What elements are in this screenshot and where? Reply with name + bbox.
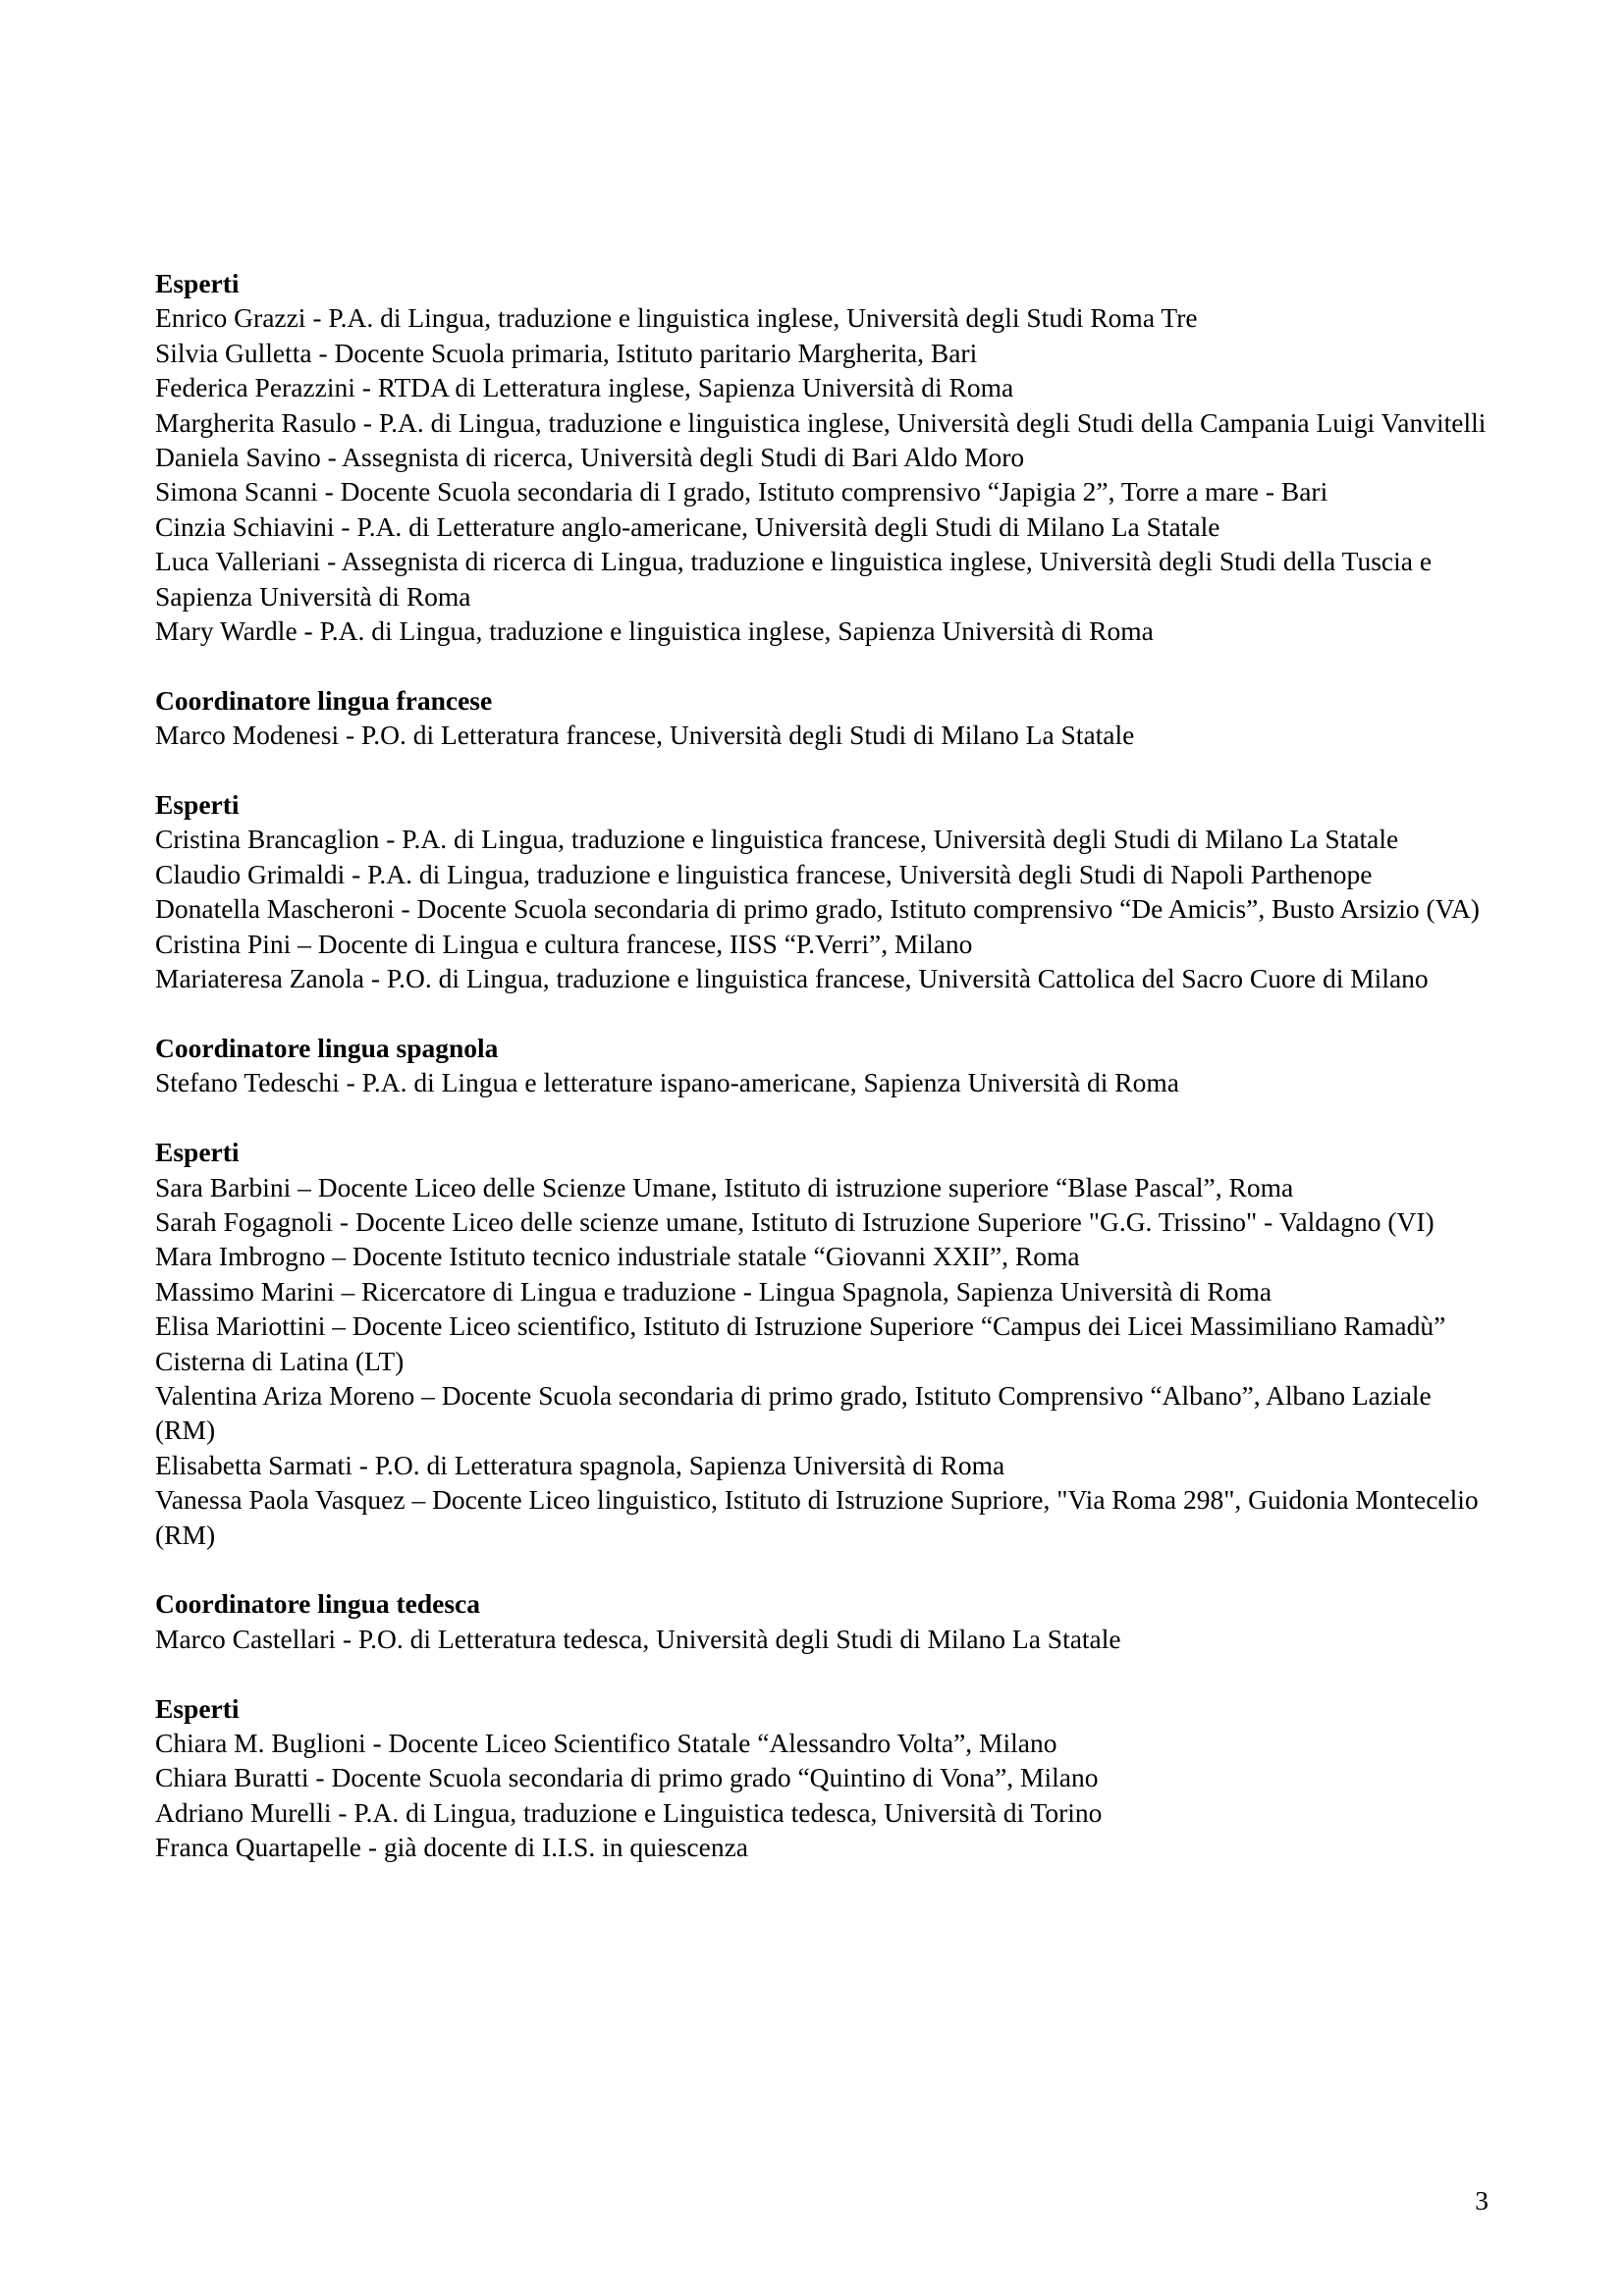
list-item: Franca Quartapelle - già docente di I.I.S. in quiescenza bbox=[155, 1832, 748, 1863]
list-item: Mara Imbrogno – Docente Istituto tecnico industriale statale “Giovanni XXII”, Roma bbox=[155, 1241, 1080, 1272]
list-item: Silvia Gulletta - Docente Scuola primaria, Istituto paritario Margherita, Bari bbox=[155, 337, 978, 368]
list-item: Marco Modenesi - P.O. di Letteratura francese, Università degli Studi di Milano La Statale bbox=[155, 720, 1135, 751]
list-item: Elisabetta Sarmati - P.O. di Letteratura spagnola, Sapienza Università di Roma bbox=[155, 1449, 1005, 1480]
list-item: Chiara M. Buglioni - Docente Liceo Scientifico Statale “Alessandro Volta”, Milano bbox=[155, 1727, 1057, 1758]
section-heading: Coordinatore lingua spagnola bbox=[155, 1032, 499, 1063]
list-item: Donatella Mascheroni - Docente Scuola secondaria di primo grado, Istituto comprensivo “De Amicis”, Busto Arsizio (VA) bbox=[155, 893, 1480, 925]
section-heading: Esperti bbox=[155, 268, 240, 298]
list-item: Cinzia Schiavini - P.A. di Letterature anglo-americane, Università degli Studi di Milano La Statale bbox=[155, 510, 1220, 542]
list-item: Margherita Rasulo - P.A. di Lingua, traduzione e linguistica inglese, Università degli Studi della Campania Luigi Vanvitelli bbox=[155, 406, 1487, 438]
list-item: Vanessa Paola Vasquez – Docente Liceo linguistico, Istituto di Istruzione Supriore, "Via Roma 298", Guidonia Montecelio (RM) bbox=[155, 1484, 1479, 1550]
list-item: Enrico Grazzi - P.A. di Lingua, traduzione e linguistica inglese, Università degli Studi Roma Tre bbox=[155, 302, 1198, 334]
section-esperti-tedesca bbox=[155, 1691, 1490, 1865]
page-number: 3 bbox=[1475, 2185, 1489, 2216]
list-item: Mariateresa Zanola - P.O. di Lingua, traduzione e linguistica francese, Università Cattolica del Sacro Cuore di Milano bbox=[155, 963, 1429, 994]
list-item: Chiara Buratti - Docente Scuola secondaria di primo grado “Quintino di Vona”, Milano bbox=[155, 1762, 1099, 1793]
list-item: Luca Valleriani - Assegnista di ricerca di Lingua, traduzione e linguistica inglese, Università degli Studi della Tuscia e Sapienza Università di Roma bbox=[155, 546, 1433, 612]
list-item: Marco Castellari - P.O. di Letteratura tedesca, Università degli Studi di Milano La Statale bbox=[155, 1623, 1121, 1654]
section-coordinatore-tedesca bbox=[155, 1586, 1490, 1656]
list-item: Sarah Fogagnoli - Docente Liceo delle scienze umane, Istituto di Istruzione Superiore "G.G. Trissino" - Valdagno (VI) bbox=[155, 1205, 1435, 1237]
section-heading: Esperti bbox=[155, 1692, 240, 1724]
list-item: Cristina Pini – Docente di Lingua e cultura francese, IISS “P.Verri”, Milano bbox=[155, 928, 973, 959]
list-item: Stefano Tedeschi - P.A. di Lingua e letterature ispano-americane, Sapienza Università di Roma bbox=[155, 1067, 1179, 1098]
list-item: Federica Perazzini - RTDA di Letteratura inglese, Sapienza Università di Roma bbox=[155, 372, 1014, 403]
list-item: Valentina Ariza Moreno – Docente Scuola secondaria di primo grado, Istituto Comprensivo “Albano”, Albano Laziale (RM) bbox=[155, 1379, 1432, 1446]
section-coordinatore-francese bbox=[155, 683, 1490, 753]
section-heading: Esperti bbox=[155, 1137, 240, 1168]
list-item: Massimo Marini – Ricercatore di Lingua e traduzione - Lingua Spagnola, Sapienza Università di Roma bbox=[155, 1275, 1272, 1307]
list-item: Claudio Grimaldi - P.A. di Lingua, traduzione e linguistica francese, Università degli Studi di Napoli Parthenope bbox=[155, 858, 1373, 889]
document-body bbox=[155, 266, 1490, 1865]
list-item: Mary Wardle - P.A. di Lingua, traduzione e linguistica inglese, Sapienza Università di Roma bbox=[155, 615, 1154, 647]
section-heading: Coordinatore lingua francese bbox=[155, 684, 493, 716]
list-item: Sara Barbini – Docente Liceo delle Scienze Umane, Istituto di istruzione superiore “Blase Pascal”, Roma bbox=[155, 1171, 1294, 1202]
section-heading: Coordinatore lingua tedesca bbox=[155, 1588, 481, 1620]
list-item: Daniela Savino - Assegnista di ricerca, Università degli Studi di Bari Aldo Moro bbox=[155, 442, 1025, 473]
section-esperti-francese bbox=[155, 787, 1490, 995]
section-coordinatore-spagnola bbox=[155, 1031, 1490, 1100]
list-item: Elisa Mariottini – Docente Liceo scientifico, Istituto di Istruzione Superiore “Campus dei Licei Massimiliano Ramadù” Cisterna di Latina (LT) bbox=[155, 1310, 1446, 1376]
list-item: Adriano Murelli - P.A. di Lingua, traduzione e Linguistica tedesca, Università di Torino bbox=[155, 1796, 1103, 1828]
list-item: Cristina Brancaglion - P.A. di Lingua, traduzione e linguistica francese, Università degli Studi di Milano La Statale bbox=[155, 824, 1399, 855]
section-esperti-inglese bbox=[155, 266, 1490, 648]
section-heading: Esperti bbox=[155, 789, 240, 821]
section-esperti-spagnola bbox=[155, 1135, 1490, 1552]
list-item: Simona Scanni - Docente Scuola secondaria di I grado, Istituto comprensivo “Japigia 2”, Torre a mare - Bari bbox=[155, 476, 1328, 507]
